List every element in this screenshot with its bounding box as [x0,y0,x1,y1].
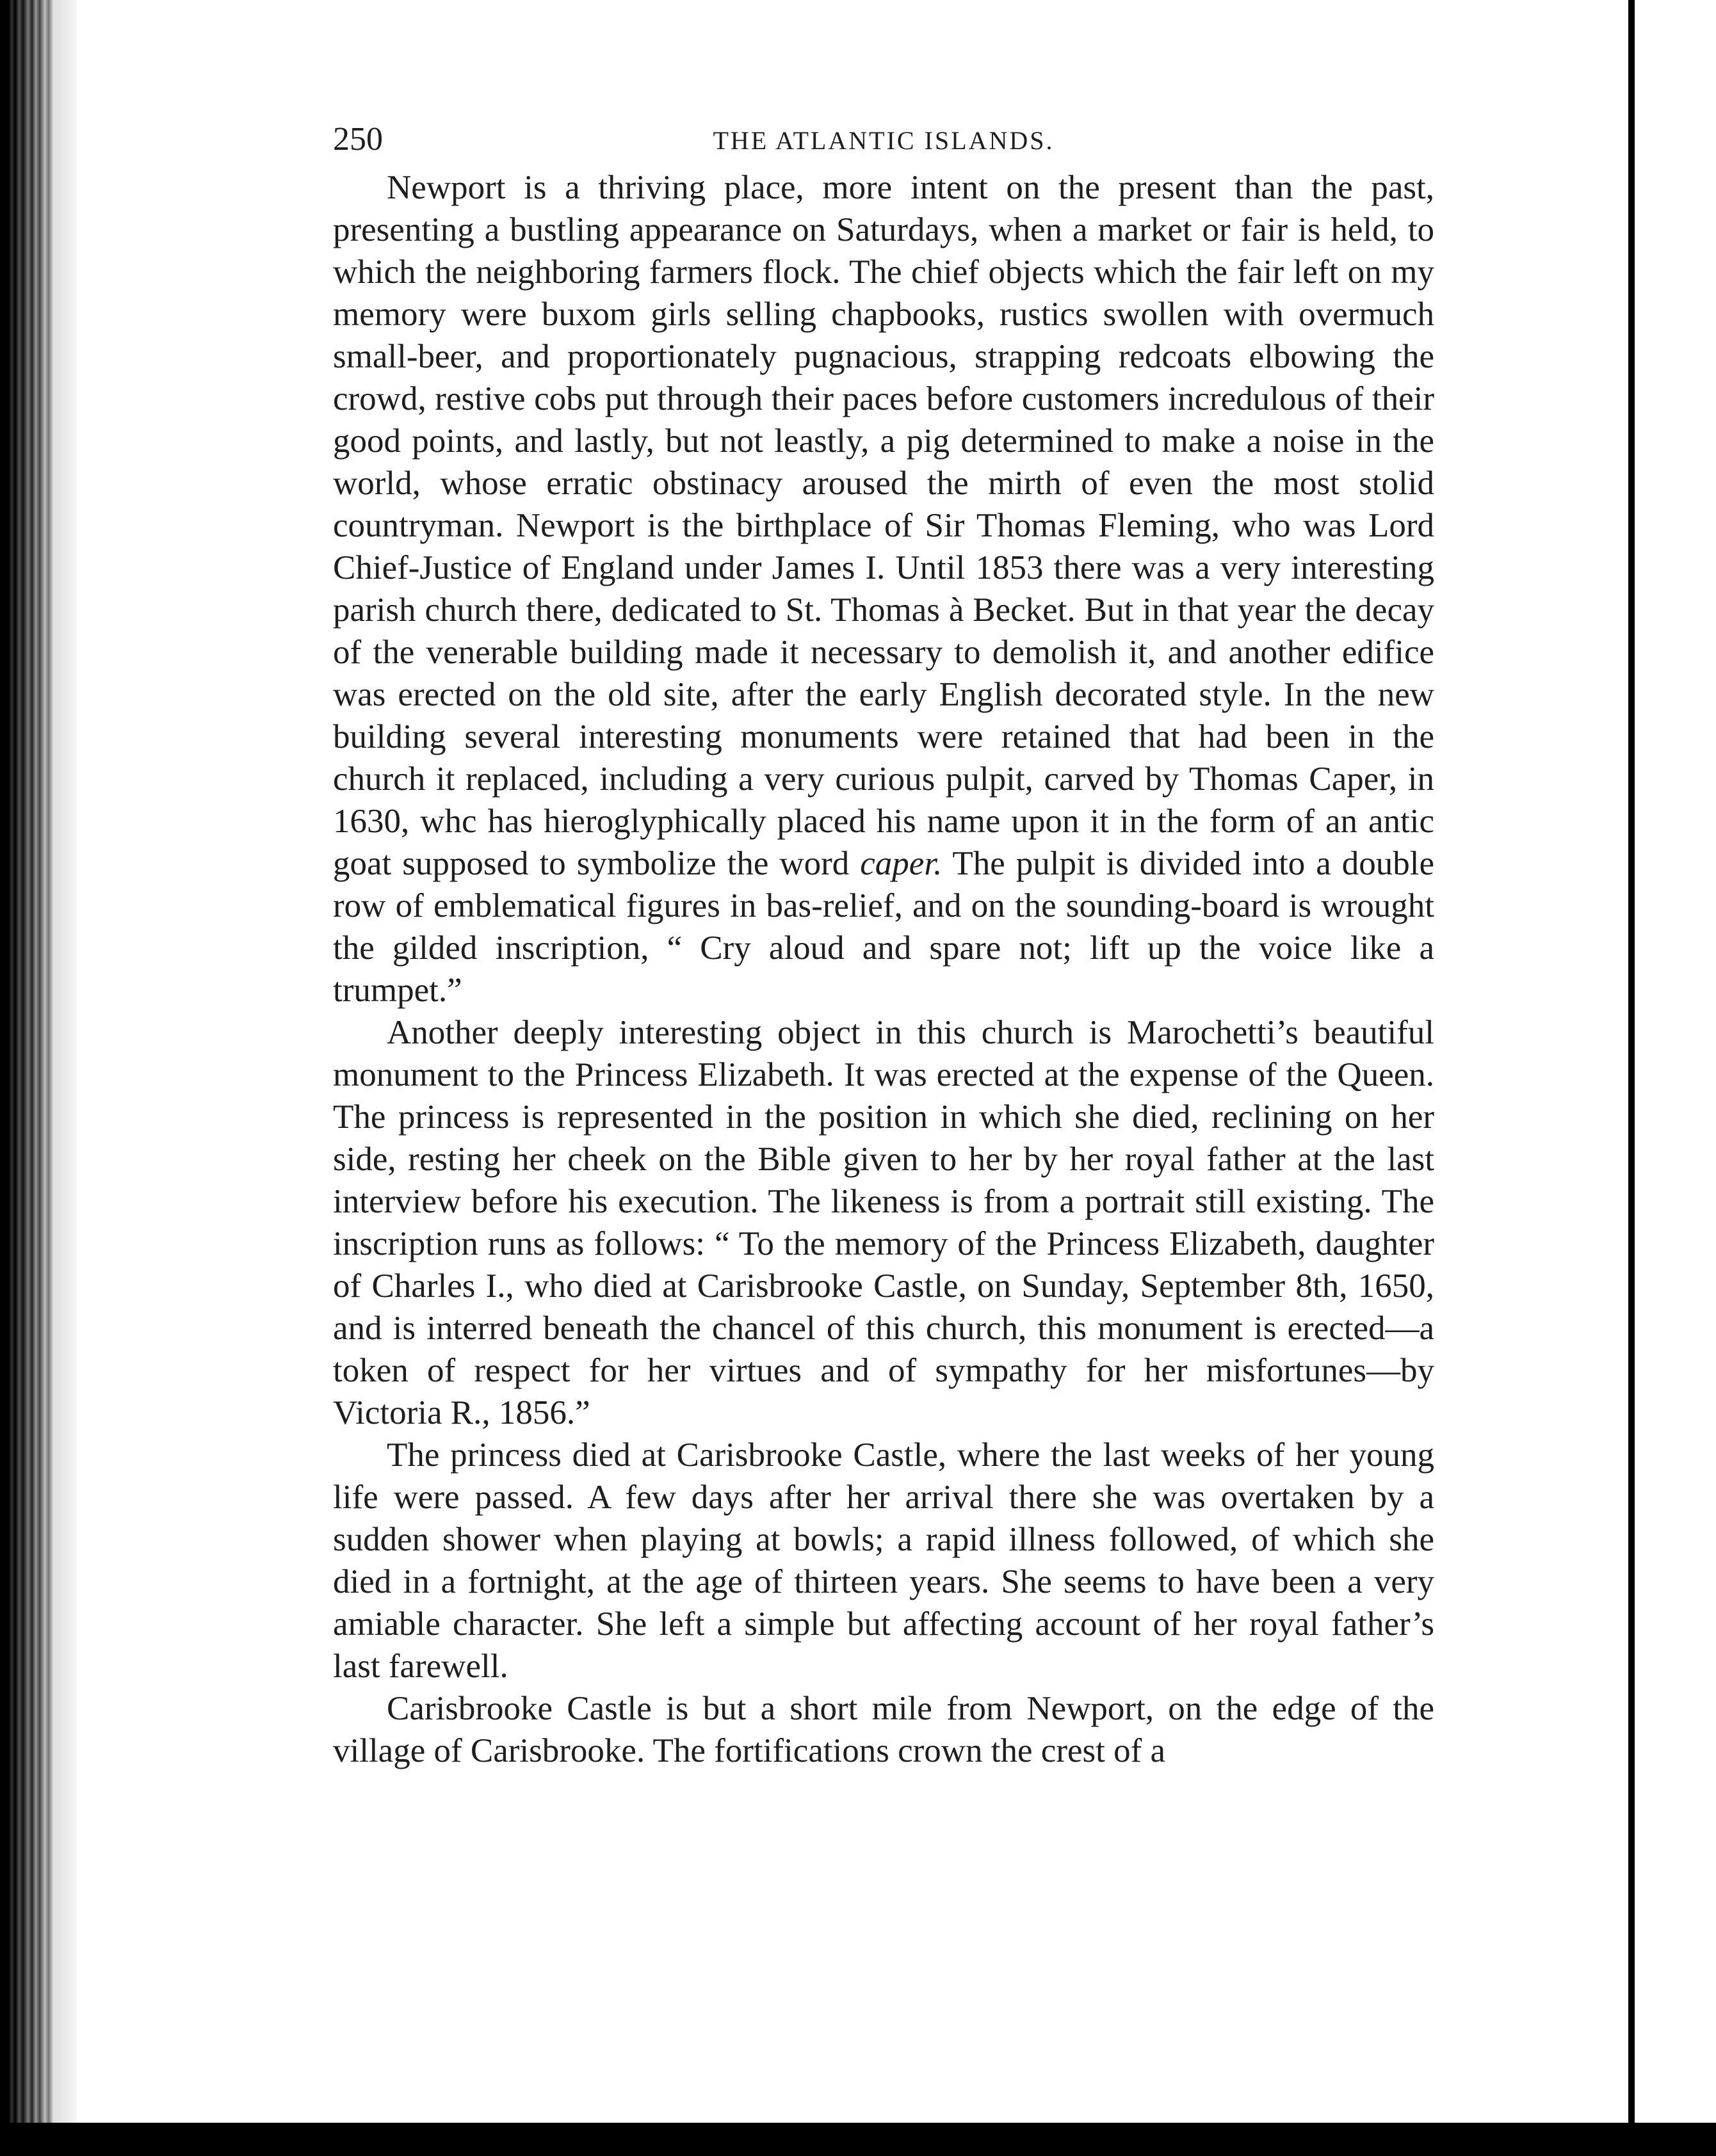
paragraph-4: Carisbrooke Castle is but a short mile from Newport, on the edge of the village of Carisbrooke. The fortifications crown the crest of a [333,1690,1434,1769]
scan-right-border [1628,0,1635,2156]
paragraph-1 [333,166,1434,1011]
running-title: THE ATLANTIC ISLANDS. [713,126,1055,155]
paragraph-3: The princess died at Carisbrooke Castle, where the last weeks of her young life were passed. A few days after her arrival there she was overtaken by a sudden shower when playing at bowls; a rapid illness followed, of which she died in a fortnight, at the age of thirteen years. She seems to have been a very amiable character. She left a simple but affecting account of her royal father’s last farewell. [333,1436,1434,1685]
book-spine-edge [0,0,54,2156]
page-header [333,109,1434,166]
italic-word: caper. [860,845,943,882]
scan-bottom-edge [0,2123,1716,2156]
page-number: 250 [333,121,383,157]
paragraph-2: Another deeply interesting object in this church is Marochetti’s beautiful monument to the Princess Elizabeth. It was erected at the expense of the Queen. The princess is represented in the position in which she died, reclining on her side, resting her cheek on the Bible given to her by her royal father at the last interview before his execution. The likeness is from a portrait still existing. The inscription runs as follows: “ To the memory of the Princess Elizabeth, daughter of Charles I., who died at Carisbrooke Castle, on Sunday, September 8th, 1650, and is interred beneath the chancel of this church, this monument is erected—a token of respect for her virtues and of sympathy for her misfortunes—by Victoria R., 1856.” [333,1014,1434,1431]
page-gutter [54,0,77,2156]
scan-right-margin [1635,0,1716,2156]
paragraph-1-text: Newport is a thriving place, more intent on the present than the past, presenting a bustling appearance on Saturdays, when a market or fair is held, to which the neighboring farmers flock. The chief objects which the fair left on my memory were buxom girls selling chapbooks, rustics swollen with overmuch small-beer, and proportionately pugnacious, strapping redcoats elbowing the crowd, restive cobs put through their paces before customers incredulous of their good points, and lastly, but not leastly, a pig determined to make a noise in the world, whose erratic obstinacy aroused the mirth of even the most stolid countryman. Newport is the birthplace of Sir Thomas Fleming, who was Lord Chief-Justice of England under James I. Until 1853 there was a very interesting parish church there, dedicated to St. Thomas à Becket. But in that year the decay of the venerable building made it necessary to demolish it, and another edifice was erected on the old site, after the early English decorated style. In the new building several interesting monuments were retained that had been in the church it replaced, including a very curious pulpit, carved by Thomas Caper, in 1630, whc has hieroglyphically placed his name upon it in the form of an antic goat supposed to symbolize the word [333,169,1434,882]
paragraph-1-text-continued: The pulpit is divided into a double row of emblematical figures in bas-relief, and on the sounding-board is wrought the gilded inscription, “ Cry aloud and spare not; lift up the voice like a trumpet.” [333,845,1434,1009]
book-page [333,109,1434,1772]
body-text [333,166,1434,1772]
